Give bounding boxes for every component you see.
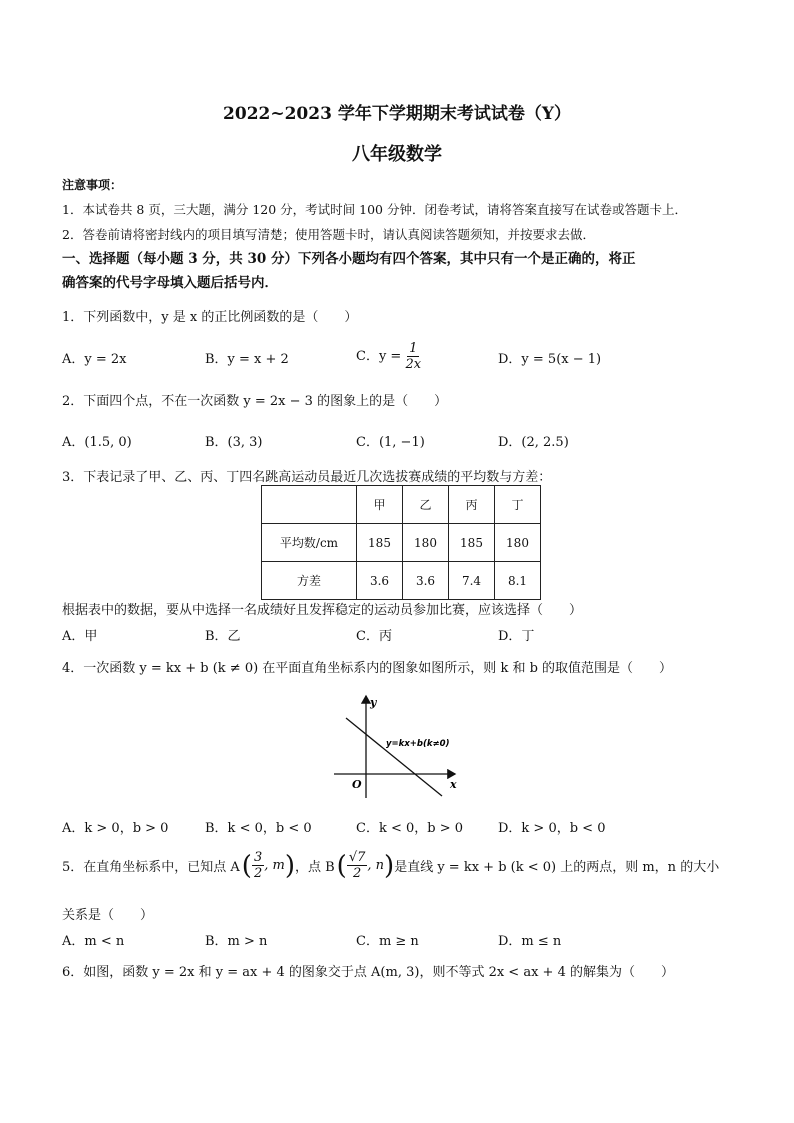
exam-subtitle: 八年级数学 bbox=[352, 144, 442, 165]
table-header-cell: 甲 bbox=[357, 486, 403, 524]
notice-heading: 注意事项： bbox=[62, 178, 123, 192]
q1-option-d: D．y = 5(x − 1) bbox=[498, 352, 602, 367]
table-cell: 180 bbox=[403, 524, 449, 562]
table-cell: 185 bbox=[449, 524, 495, 562]
q1-option-b: B．y = x + 2 bbox=[205, 352, 289, 367]
q2-stem: 2．下面四个点，不在一次函数 y = 2x − 3 的图象上的是（ ） bbox=[62, 394, 448, 409]
notice-item-1: 1．本试卷共 8 页，三大题，满分 120 分，考试时间 100 分钟．闭卷考试，请将答案直接写在试卷或答题卡上． bbox=[62, 202, 687, 217]
q2-option-a: A．(1.5, 0) bbox=[62, 435, 132, 450]
q1-option-c-fraction bbox=[405, 341, 421, 372]
section1-line2: 确答案的代号字母填入题后括号内． bbox=[62, 275, 278, 291]
q4-stem: 4．一次函数 y = kx + b (k ≠ 0) 在平面直角坐标系内的图象如图所示，则 k 和 b 的取值范围是（ ） bbox=[62, 661, 673, 676]
y-axis-label: y bbox=[370, 696, 377, 709]
q4-option-d: D．k > 0，b < 0 bbox=[498, 821, 606, 836]
q5-a-coord: , m bbox=[264, 858, 285, 873]
table-header-row bbox=[262, 486, 541, 524]
table-cell: 185 bbox=[357, 524, 403, 562]
table-row bbox=[262, 562, 541, 600]
q2-option-b: B．(3, 3) bbox=[205, 435, 263, 450]
q5-b-denominator: 2 bbox=[352, 866, 362, 881]
table-row bbox=[262, 524, 541, 562]
q1-option-c bbox=[356, 341, 421, 372]
q5-a-fraction bbox=[252, 850, 264, 881]
table-cell: 方差 bbox=[262, 562, 357, 600]
linear-function-graph bbox=[330, 690, 465, 802]
q5-a-numerator: 3 bbox=[253, 850, 263, 865]
q4-option-c: C．k < 0，b > 0 bbox=[356, 821, 464, 836]
q3-option-a: A．甲 bbox=[62, 629, 98, 644]
q5-a-paren-right: ) bbox=[284, 850, 295, 881]
table-cell: 3.6 bbox=[403, 562, 449, 600]
table-cell: 3.6 bbox=[357, 562, 403, 600]
section1-line1: 一、选择题（每小题 3 分，共 30 分）下列各小题均有四个答案，其中只有一个是正确的，将正 bbox=[62, 251, 636, 267]
q5-option-c: C．m ≥ n bbox=[356, 934, 419, 949]
q1-c-denominator: 2x bbox=[405, 357, 422, 372]
q5-stem-line2: 关系是（ ） bbox=[62, 908, 154, 923]
q5-option-a: A．m < n bbox=[62, 934, 125, 949]
q4-option-b: B．k < 0，b < 0 bbox=[205, 821, 312, 836]
q5-b-numerator: √7 bbox=[348, 850, 366, 865]
q5-stem bbox=[62, 850, 719, 881]
line-label: y=kx+b(k≠0) bbox=[386, 739, 450, 749]
q5-a-denominator: 2 bbox=[253, 866, 263, 881]
q5-option-b: B．m > n bbox=[205, 934, 268, 949]
q5-stem-c: 是直线 y = kx + b (k < 0) 上的两点，则 m，n 的大小 bbox=[394, 860, 720, 875]
q2-option-c: C．(1, −1) bbox=[356, 435, 425, 450]
exam-title: 2022~2023 学年下学期期末考试试卷（Y） bbox=[223, 104, 571, 124]
table-header-cell: 丙 bbox=[449, 486, 495, 524]
table-header-cell: 丁 bbox=[495, 486, 541, 524]
q1-option-c-prefix: C．y = bbox=[356, 349, 402, 364]
q5-option-d: D．m ≤ n bbox=[498, 934, 562, 949]
q4-option-a: A．k > 0，b > 0 bbox=[62, 821, 169, 836]
q6-stem: 6．如图，函数 y = 2x 和 y = ax + 4 的图象交于点 A(m, 3)，则不等式 2x < ax + 4 的解集为（ ） bbox=[62, 965, 674, 980]
table-cell: 7.4 bbox=[449, 562, 495, 600]
q5-stem-b: ，点 B bbox=[294, 860, 335, 875]
q5-a-paren-left: ( bbox=[241, 850, 252, 881]
table-cell: 平均数/cm bbox=[262, 524, 357, 562]
table-cell: 8.1 bbox=[495, 562, 541, 600]
q2-option-d: D．(2, 2.5) bbox=[498, 435, 569, 450]
q1-option-a: A．y = 2x bbox=[62, 352, 127, 367]
q3-option-d: D．丁 bbox=[498, 629, 535, 644]
q5-b-paren-left: ( bbox=[336, 850, 347, 881]
q3-option-b: B．乙 bbox=[205, 629, 241, 644]
q5-b-fraction bbox=[347, 850, 368, 881]
q5-stem-a: 5．在直角坐标系中，已知点 A bbox=[62, 860, 240, 875]
q1-stem: 1．下列函数中，y 是 x 的正比例函数的是（ ） bbox=[62, 310, 358, 325]
table-header-cell: 乙 bbox=[403, 486, 449, 524]
q3-stem: 3．下表记录了甲、乙、丙、丁四名跳高运动员最近几次选拔赛成绩的平均数与方差： bbox=[62, 470, 552, 485]
table-cell: 180 bbox=[495, 524, 541, 562]
q5-b-paren-right: ) bbox=[384, 850, 395, 881]
score-table bbox=[261, 485, 541, 600]
q3-option-c: C．丙 bbox=[356, 629, 392, 644]
notice-item-2: 2．答卷前请将密封线内的项目填写清楚；使用答题卡时，请认真阅读答题须知，并按要求去做． bbox=[62, 227, 595, 242]
origin-label: O bbox=[352, 778, 362, 791]
q5-b-coord: , n bbox=[367, 858, 385, 873]
q1-c-numerator: 1 bbox=[409, 341, 418, 356]
table-header-cell bbox=[262, 486, 357, 524]
x-axis-label: x bbox=[450, 778, 457, 791]
q3-follow: 根据表中的数据，要从中选择一名成绩好且发挥稳定的运动员参加比赛，应该选择（ ） bbox=[62, 603, 583, 618]
